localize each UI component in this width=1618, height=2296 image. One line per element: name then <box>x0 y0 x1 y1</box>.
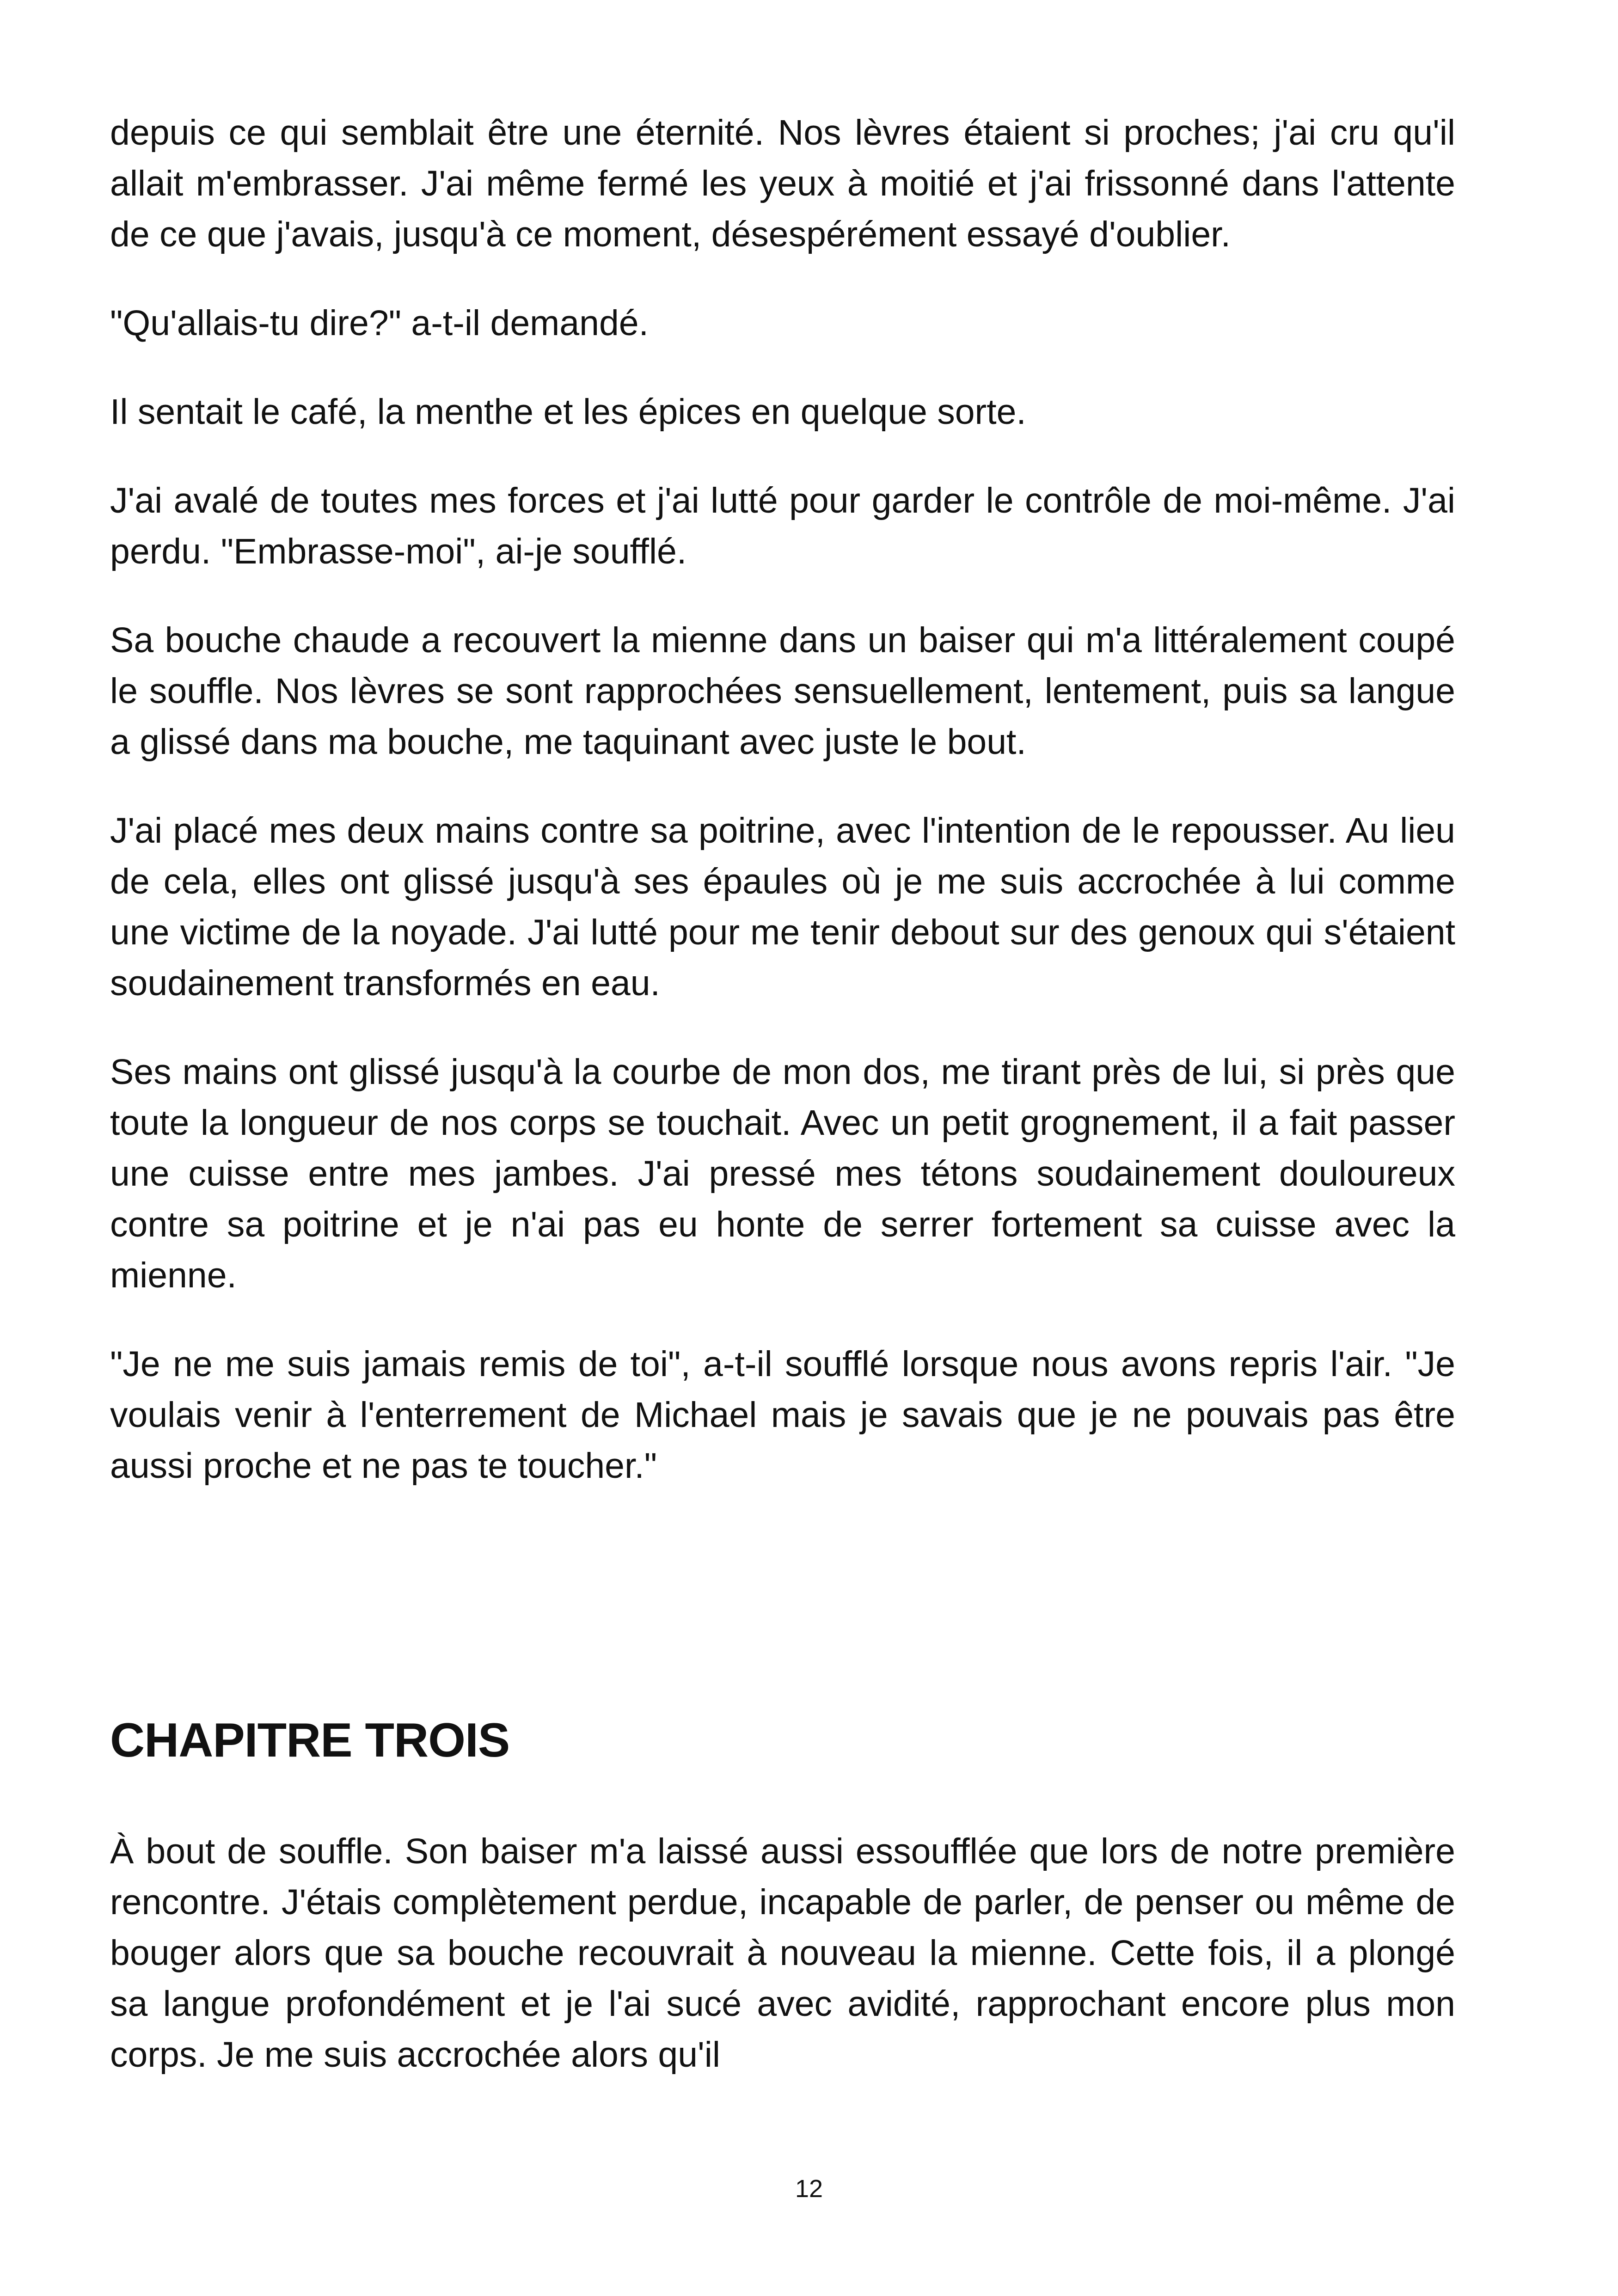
paragraph: "Je ne me suis jamais remis de toi", a-t-il soufflé lorsque nous avons repris l'air. "Je voulais venir à l'enterrement de Michael mais je savais que je ne pouvais pas être aussi proche et ne pas te toucher." <box>110 1344 1455 1486</box>
paragraph: Il sentait le café, la menthe et les épices en quelque sorte. <box>110 392 1026 432</box>
body-text <box>110 107 1455 1491</box>
chapter-body-text <box>110 1826 1455 2080</box>
paragraph: Sa bouche chaude a recouvert la mienne dans un baiser qui m'a littéralement coupé le souffle. Nos lèvres se sont rapprochées sensuellement, lentement, puis sa langue a glissé dans ma bouche, me taquinant avec juste le bout. <box>110 620 1455 762</box>
paragraph: J'ai placé mes deux mains contre sa poitrine, avec l'intention de le repousser. Au lieu de cela, elles ont glissé jusqu'à ses épaules où je me suis accrochée à lui comme une victime de la noyade. J'ai lutté pour me tenir debout sur des genoux qui s'étaient soudainement transformés en eau. <box>110 811 1455 1003</box>
paragraph: À bout de souffle. Son baiser m'a laissé aussi essoufflée que lors de notre première rencontre. J'étais complètement perdue, incapable de parler, de penser ou même de bouger alors que sa bouche recouvrait à nouveau la mienne. Cette fois, il a plongé sa langue profondément et je l'ai sucé avec avidité, rapprochant encore plus mon corps. Je me suis accrochée alors qu'il <box>110 1831 1455 2075</box>
chapter-heading: CHAPITRE TROIS <box>110 1714 510 1767</box>
paragraph: depuis ce qui semblait être une éternité. Nos lèvres étaient si proches; j'ai cru qu'il allait m'embrasser. J'ai même fermé les yeux à moitié et j'ai frissonné dans l'attente de ce que j'avais, jusqu'à ce moment, désespérément essayé d'oublier. <box>110 113 1455 254</box>
page-number: 12 <box>795 2175 823 2203</box>
paragraph: "Qu'allais-tu dire?" a-t-il demandé. <box>110 303 649 343</box>
paragraph: Ses mains ont glissé jusqu'à la courbe de mon dos, me tirant près de lui, si près que toute la longueur de nos corps se touchait. Avec un petit grognement, il a fait passer une cuisse entre mes jambes. J'ai pressé mes tétons soudainement douloureux contre sa poitrine et je n'ai pas eu honte de serrer fortement sa cuisse avec la mienne. <box>110 1052 1455 1295</box>
paragraph: J'ai avalé de toutes mes forces et j'ai lutté pour garder le contrôle de moi-même. J'ai perdu. "Embrasse-moi", ai-je soufflé. <box>110 481 1455 571</box>
